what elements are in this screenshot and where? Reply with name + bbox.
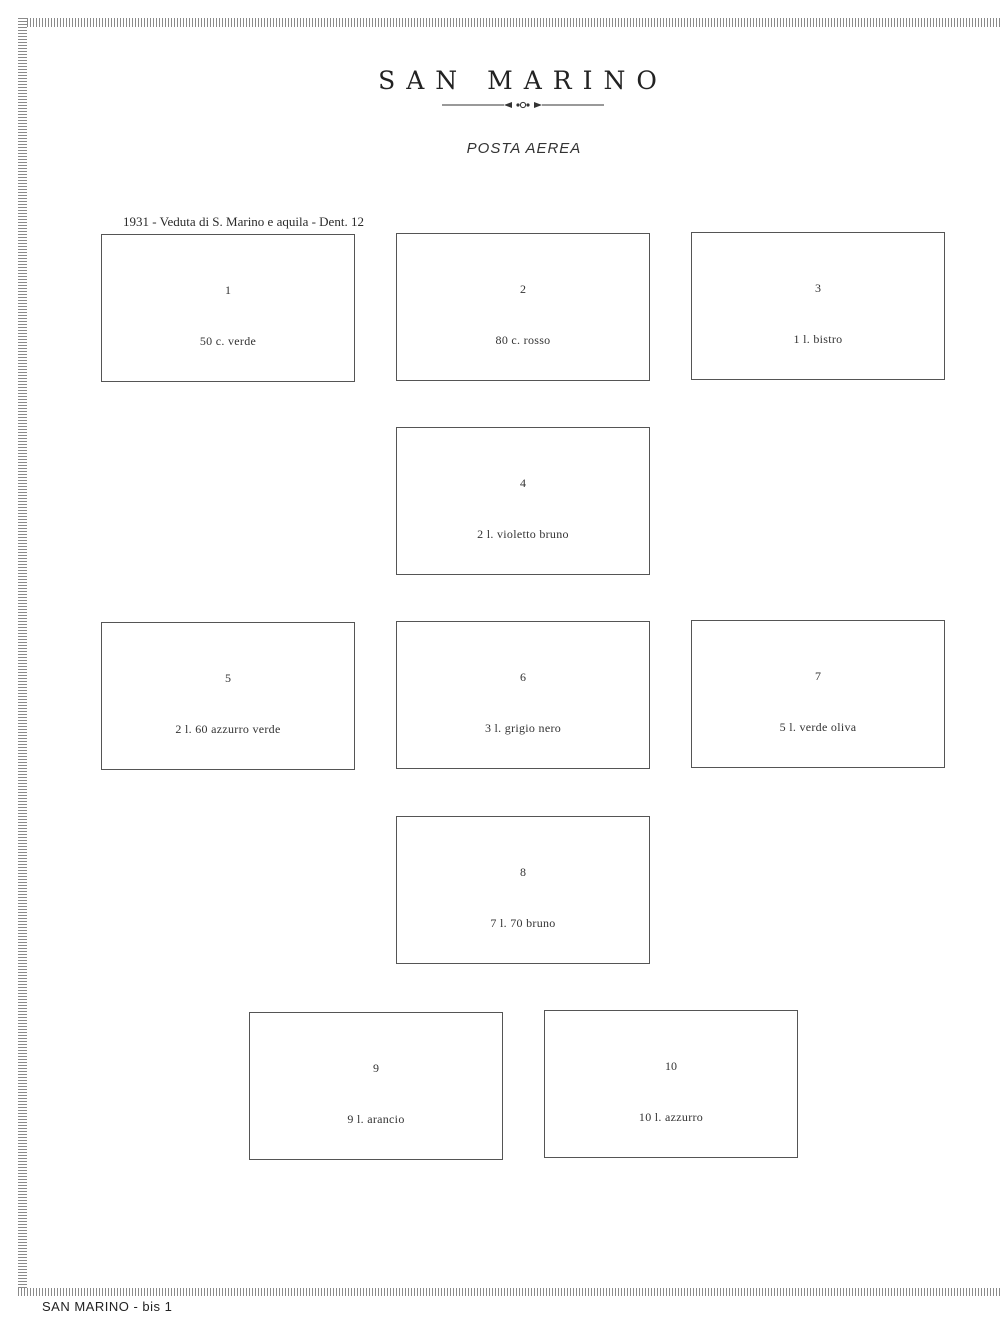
stamp-box <box>544 1010 798 1158</box>
page-footer-label: SAN MARINO - bis 1 <box>42 1299 173 1314</box>
stamp-box <box>101 234 355 382</box>
stamp-number: 2 <box>520 282 526 296</box>
stamp-number: 6 <box>520 670 526 684</box>
stamp-number: 1 <box>225 283 231 297</box>
stamp-description: 1 l. bistro <box>793 332 843 346</box>
stamp-description: 9 l. arancio <box>347 1112 405 1126</box>
page-subtitle: POSTA AEREA <box>466 140 582 157</box>
stamp-number: 10 <box>665 1059 677 1073</box>
stamp-description: 50 c. verde <box>199 334 257 348</box>
stamp-number: 4 <box>520 476 526 490</box>
stamp-box <box>396 233 650 381</box>
stamp-description: 80 c. rosso <box>495 333 551 347</box>
stamp-box <box>691 620 945 768</box>
stamp-box <box>691 232 945 380</box>
stamp-number: 9 <box>373 1061 379 1075</box>
stamp-description: 2 l. violetto bruno <box>477 527 569 541</box>
stamp-box <box>101 622 355 770</box>
stamp-description: 10 l. azzurro <box>638 1110 704 1124</box>
stamp-description: 2 l. 60 azzurro verde <box>175 722 281 736</box>
stamp-number: 5 <box>225 671 231 685</box>
stamp-number: 3 <box>815 281 821 295</box>
page-title: SAN MARINO <box>378 66 668 95</box>
page-border-top <box>18 18 1000 27</box>
stamp-box <box>396 816 650 964</box>
title-ornament-divider <box>442 98 604 112</box>
stamp-box <box>396 427 650 575</box>
page-border-left <box>18 18 27 1294</box>
stamp-description: 3 l. grigio nero <box>484 721 562 735</box>
issue-heading: 1931 - Veduta di S. Marino e aquila - Dent. 12 <box>123 214 364 229</box>
stamp-description: 7 l. 70 bruno <box>490 916 556 930</box>
stamp-number: 8 <box>520 865 526 879</box>
stamp-box <box>396 621 650 769</box>
stamp-box <box>249 1012 503 1160</box>
stamp-number: 7 <box>815 669 821 683</box>
stamp-description: 5 l. verde oliva <box>779 720 857 734</box>
page-border-bottom <box>18 1288 1000 1296</box>
